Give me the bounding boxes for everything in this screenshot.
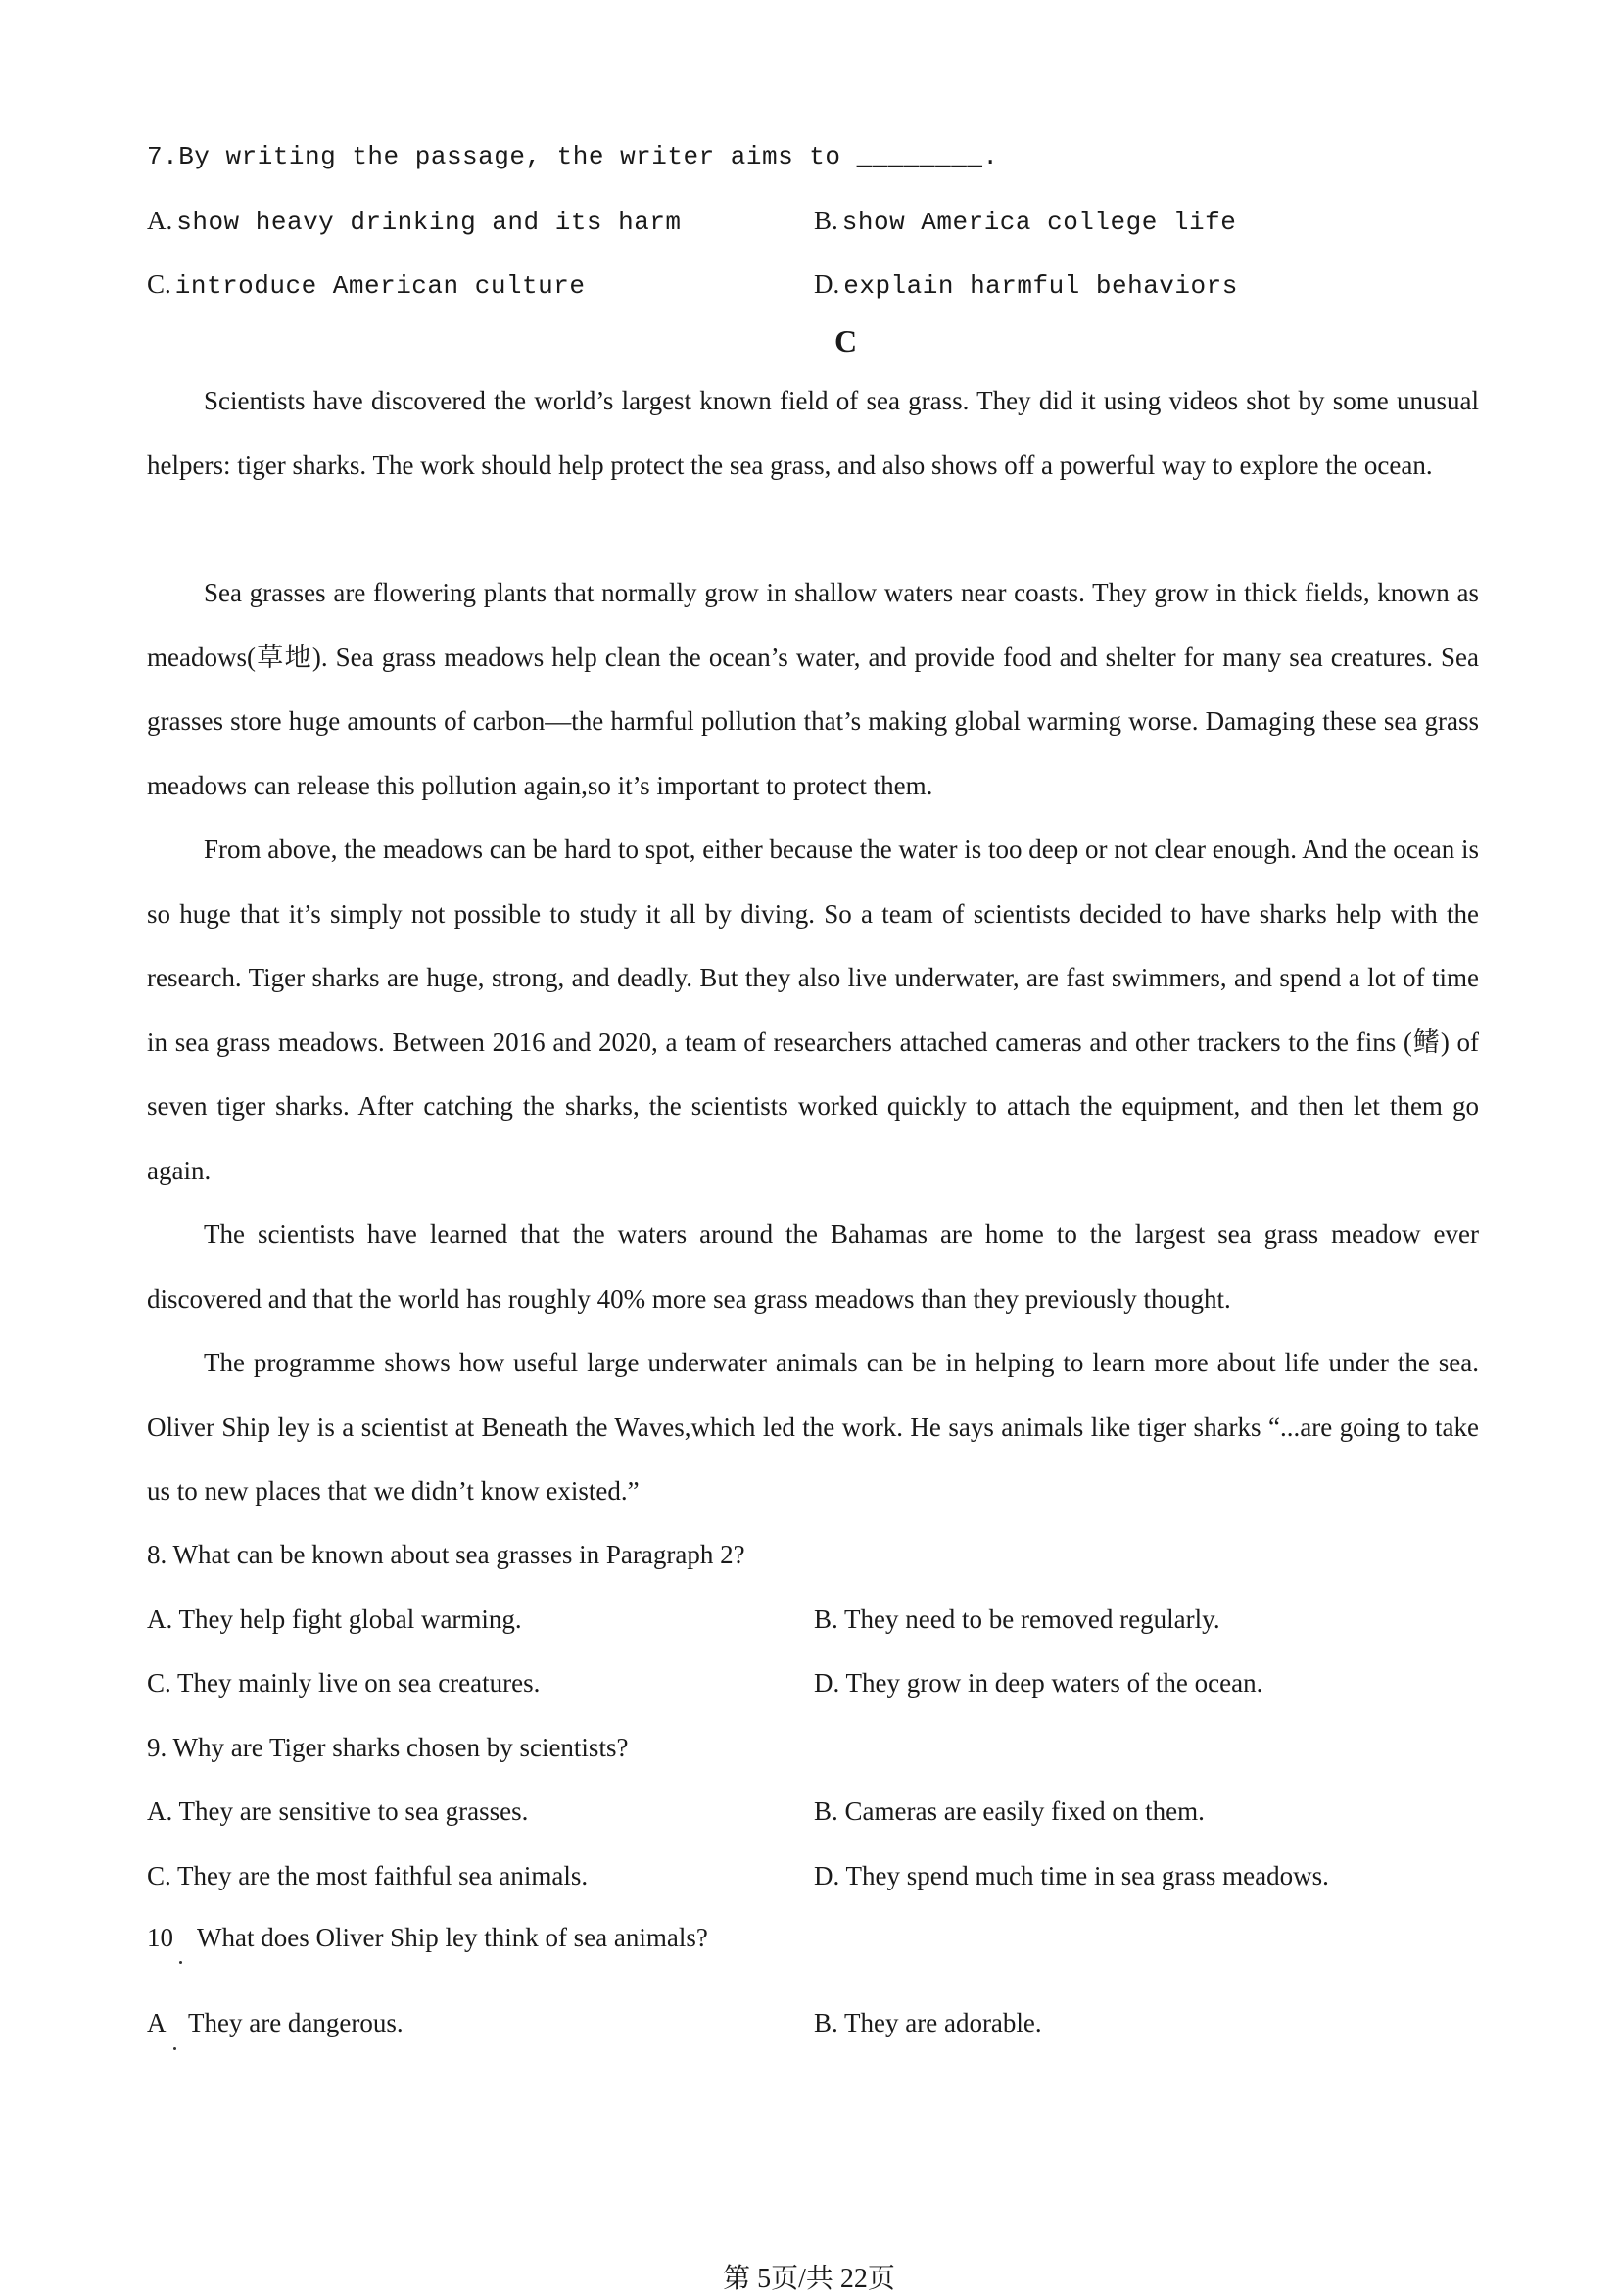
- q10-number: 10: [147, 1923, 173, 1952]
- passage-paragraph-2: Sea grasses are flowering plants that normally grow in shallow waters near coasts. They grow in thick fields, known as meadows(草地). Sea grass meadows help clean the ocean’s water, and provide food and shelter for many sea creatures. Sea grasses store huge amounts of carbon—the harmful pollution that’s making global warming worse. Damaging these sea grass meadows can release this pollution again,so it’s important to protect them.: [147, 578, 1479, 800]
- q8-option-a: A. They help fight global warming.: [147, 1604, 522, 1634]
- q7-option-a-text: show heavy drinking and its harm: [176, 208, 682, 237]
- q8-option-d: D. They grow in deep waters of the ocean.: [814, 1668, 1263, 1698]
- q7-option-d: [814, 268, 1238, 305]
- q7-option-a-letter: A.: [147, 206, 173, 235]
- q8-stem: 8. What can be known about sea grasses in Paragraph 2?: [147, 1540, 745, 1569]
- q10-option-a-dot: [173, 2047, 176, 2050]
- q7-option-c-letter: C.: [147, 269, 171, 299]
- q9-option-a: A. They are sensitive to sea grasses.: [147, 1796, 529, 1826]
- q10-number-dot: [179, 1961, 182, 1964]
- q7-option-a: [147, 205, 682, 241]
- q7-option-b: [814, 205, 1236, 241]
- q8-option-b: B. They need to be removed regularly.: [814, 1604, 1220, 1634]
- passage-paragraph-5: The programme shows how useful large underwater animals can be in helping to learn more about life under the sea. Oliver Ship ley is a scientist at Beneath the Waves,which led the work. He says animals like tiger sharks “...are going to take us to new places that we didn’t know existed.”: [147, 1348, 1479, 1506]
- q10-option-b: B. They are adorable.: [814, 2008, 1042, 2037]
- q7-option-c-text: introduce American culture: [174, 271, 586, 301]
- q7-option-b-text: show America college life: [841, 208, 1237, 237]
- q8-option-c: C. They mainly live on sea creatures.: [147, 1668, 541, 1698]
- q7-stem: 7.By writing the passage, the writer aims to ________.: [147, 142, 999, 171]
- q10-option-a-text: They are dangerous.: [188, 2008, 404, 2037]
- passage-paragraph-3: From above, the meadows can be hard to spot, either because the water is too deep or not clear enough. And the ocean is so huge that it’s simply not possible to study it all by diving. So a team of scientists decided to have sharks help with the research. Tiger sharks are huge, strong, and deadly. But they also live underwater, are fast swimmers, and spend a lot of time in sea grass meadows. Between 2016 and 2020, a team of researchers attached cameras and other trackers to the fins (鳍) of seven tiger sharks. After catching the sharks, the scientists worked quickly to attach the equipment, and then let them go again.: [147, 835, 1479, 1185]
- q7-option-c: [147, 268, 585, 305]
- q9-option-b: B. Cameras are easily fixed on them.: [814, 1796, 1205, 1826]
- q7-option-d-letter: D.: [814, 269, 840, 299]
- q9-option-d: D. They spend much time in sea grass meadows.: [814, 1861, 1329, 1890]
- page-footer: 第 5页/共 22页: [723, 2264, 895, 2294]
- q9-option-c: C. They are the most faithful sea animals.: [147, 1861, 589, 1890]
- q7-option-d-text: explain harmful behaviors: [843, 271, 1238, 301]
- section-heading: C: [834, 323, 858, 359]
- passage-paragraph-1: Scientists have discovered the world’s largest known field of sea grass. They did it using videos shot by some unusual helpers: tiger sharks. The work should help protect the sea grass, and also shows off a powerful way to explore the ocean.: [147, 386, 1479, 480]
- q7-option-b-letter: B.: [814, 206, 838, 235]
- q9-stem: 9. Why are Tiger sharks chosen by scientists?: [147, 1733, 629, 1762]
- q10-stem: What does Oliver Ship ley think of sea animals?: [197, 1923, 708, 1952]
- q10-option-a-letter: A: [147, 2008, 167, 2037]
- passage-paragraph-4: The scientists have learned that the waters around the Bahamas are home to the largest sea grass meadow ever discovered and that the world has roughly 40% more sea grass meadows than they previously thought.: [147, 1220, 1479, 1314]
